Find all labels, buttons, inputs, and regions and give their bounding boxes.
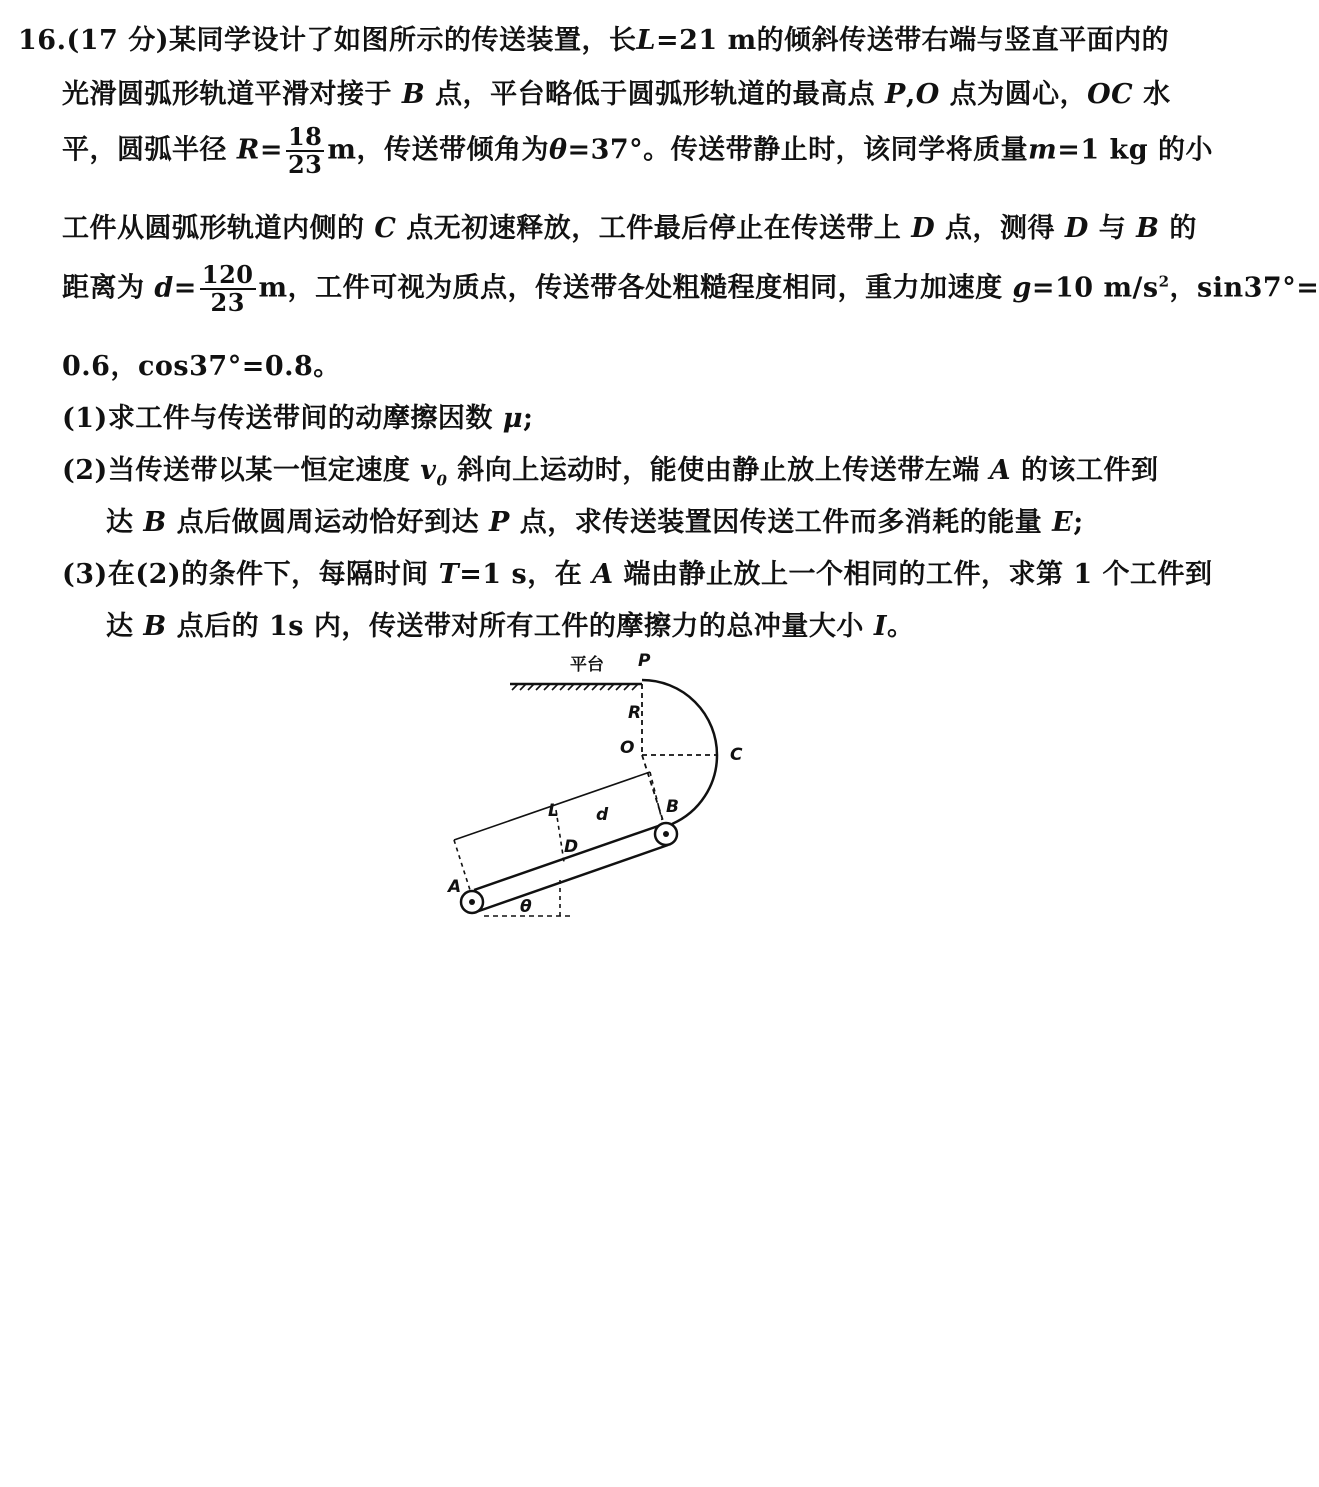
text-segment: =21 m <box>656 25 757 56</box>
label-R: R <box>628 703 642 723</box>
text-segment: 与 <box>1098 213 1127 244</box>
var-B3: B <box>133 507 177 538</box>
circular-track <box>642 680 717 824</box>
text-segment: (1)求工件与传送带间的动摩擦因数 <box>62 403 493 434</box>
fraction-numerator: 120 <box>201 260 254 289</box>
var-O: O <box>915 79 950 110</box>
text-segment: 水 <box>1143 79 1171 110</box>
roller-a-axle <box>469 899 475 905</box>
var-C: C <box>364 213 407 244</box>
question-3-line-2: 达 B 点后的 1s 内，传送带对所有工件的摩擦力的总冲量大小 I。 <box>106 611 915 642</box>
label-D: D <box>564 837 579 857</box>
text-segment: 的 <box>1169 213 1197 244</box>
var-D: D <box>901 213 946 244</box>
label-A: A <box>448 877 462 897</box>
text-segment: 端由静止放上一个相同的工件，求第 1 个工件到 <box>623 559 1213 590</box>
var-mu: μ <box>492 403 524 434</box>
text-segment: 某同学设计了如图所示的传送装置，长 <box>169 25 637 56</box>
question-3-line-1 <box>62 552 1213 591</box>
label-P: P <box>638 651 651 671</box>
var-R: R <box>227 134 260 166</box>
roller-b-axle <box>663 831 669 837</box>
platform-label: 平台 <box>570 655 604 675</box>
text-segment: 点，求传送装置因传送工件而多消耗的能量 <box>519 507 1043 538</box>
text-segment: 光滑圆弧形轨道平滑对接于 <box>62 79 392 110</box>
problem-line-1 <box>18 18 1169 57</box>
text-segment: 点无初速释放，工件最后停止在传送带上 <box>406 213 902 244</box>
var-g: g <box>1002 272 1032 304</box>
question-1: (1)求工件与传送带间的动摩擦因数 μ; <box>62 403 534 434</box>
text-segment: 距离为 <box>62 272 145 304</box>
question-2-line-1 <box>62 448 1159 490</box>
var-P: P <box>875 79 906 110</box>
var-B2: B <box>1126 213 1170 244</box>
text-segment: 达 <box>106 507 134 538</box>
text-segment: 平，圆弧半径 <box>62 134 227 166</box>
var-v0: $v_0$ <box>410 455 448 490</box>
text-segment: ，sin37°= <box>1169 272 1319 304</box>
var-P2: P <box>479 507 520 538</box>
var-d: d <box>144 272 174 304</box>
label-theta: θ <box>520 897 532 917</box>
var-A: A <box>979 455 1022 486</box>
text-segment: 点，测得 <box>945 213 1056 244</box>
fraction-numerator: 18 <box>287 122 323 151</box>
text-segment: m，传送带倾角为 <box>327 134 549 166</box>
problem-line-4 <box>62 206 1197 245</box>
text-segment: (2)当传送带以某一恒定速度 <box>62 455 411 486</box>
label-L: L <box>548 801 559 821</box>
text-segment: 点为圆心， <box>949 79 1088 110</box>
var-L: L <box>636 25 656 56</box>
conveyor-diagram <box>430 640 770 930</box>
fraction-denominator: 23 <box>287 150 323 179</box>
superscript-2: 2 <box>1158 272 1170 291</box>
text-segment: 达 <box>106 611 134 642</box>
text-segment: 的该工件到 <box>1021 455 1159 486</box>
fraction-R <box>286 124 324 178</box>
var-m: m <box>1028 134 1058 166</box>
problem-number: 16. <box>18 25 67 56</box>
var-B4: B <box>133 611 177 642</box>
var-E: E <box>1042 507 1074 538</box>
problem-line-6: 0.6，cos37°=0.8。 <box>62 351 341 382</box>
problem-points: (17 分) <box>66 25 170 56</box>
text-segment: =10 m/s <box>1031 272 1159 304</box>
question-2-line-2: 达 B 点后做圆周运动恰好到达 P 点，求传送装置因传送工件而多消耗的能量 E; <box>106 507 1084 538</box>
text-segment: =1 s，在 <box>459 559 583 590</box>
problem-line-3: 平，圆弧半径 R= $\frac{18}{23}$ m，传送带倾角为θ=37°。传送带静止时，该同学将质量m=1 kg 的小 <box>62 122 1214 179</box>
fraction-d <box>200 262 256 316</box>
label-d: d <box>596 805 609 825</box>
problem-line-5: 距离为 d= $\frac{120}{23}$ m，工件可视为质点，传送带各处粗糙程度相同，重力加速度 g=10 $m/s^2$，sin37°= <box>62 260 1319 317</box>
var-OC: OC <box>1087 79 1144 110</box>
var-D2: D <box>1055 213 1099 244</box>
text-segment: 点，平台略低于圆弧形轨道的最高点 <box>435 79 876 110</box>
label-O: O <box>620 738 635 758</box>
text-segment: =37°。传送带静止时，该同学将质量 <box>567 134 1029 166</box>
text-segment: (3)在(2)的条件下，每隔时间 <box>62 559 429 590</box>
text-segment: 点后的 1s 内，传送带对所有工件的摩擦力的总冲量大小 <box>176 611 864 642</box>
label-B: B <box>666 797 679 817</box>
problem-line-2: 光滑圆弧形轨道平滑对接于 B 点，平台略低于圆弧形轨道的最高点 P,O 点为圆心，OC 水 <box>62 79 1171 110</box>
diagram-svg <box>430 640 770 930</box>
fraction-denominator: 23 <box>210 288 245 317</box>
text-segment: m，工件可视为质点，传送带各处粗糙程度相同，重力加速度 <box>258 272 1003 304</box>
text-segment: =1 kg 的小 <box>1057 134 1214 166</box>
var-I: I <box>863 611 887 642</box>
label-C: C <box>730 745 743 765</box>
dimension-L-right-end <box>650 772 662 820</box>
text-segment: 斜向上运动时，能使由静止放上传送带左端 <box>457 455 980 486</box>
text-segment: 工件从圆弧形轨道内侧的 <box>62 213 365 244</box>
var-theta: θ <box>548 134 568 166</box>
text-segment: 的倾斜传送带右端与竖直平面内的 <box>756 25 1170 56</box>
var-B: B <box>392 79 436 110</box>
var-T: T <box>428 559 460 590</box>
text-segment: 点后做圆周运动恰好到达 <box>176 507 480 538</box>
var-A2: A <box>582 559 624 590</box>
